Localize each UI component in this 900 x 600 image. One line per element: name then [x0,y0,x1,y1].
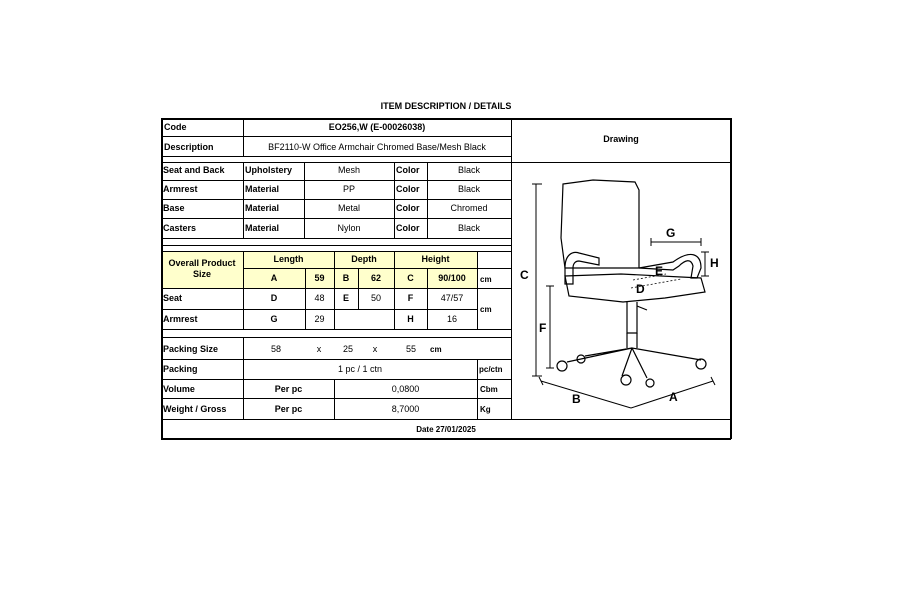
dim-value-d: 48 [314,293,325,303]
drawing-letter-e: E [655,264,664,278]
material-type-label: Material [245,184,280,194]
dim-letter-a: A [270,273,278,283]
depth-header: Depth [351,254,377,264]
caster [557,361,567,371]
height-header: Height [421,254,450,264]
chair-drawing [161,118,731,439]
drawing-letter-d: D [636,282,645,296]
armrest-label: Armrest [163,314,198,324]
dimension-line-g [651,238,701,246]
drawing-letter-c: C [520,268,529,282]
packing-x1: x [316,344,322,354]
weight-per: Per pc [274,404,303,414]
material-color-label: Color [396,223,420,233]
chair-base [567,348,701,378]
dim-letter-d: D [270,293,278,303]
volume-per: Per pc [274,384,303,394]
packing-width: 25 [342,344,353,354]
material-value: Mesh [337,165,360,175]
caster [646,379,654,387]
dimension-line-c [532,184,542,376]
weight-unit: Kg [480,405,491,414]
packing-size-unit: cm [430,345,442,354]
chair-seat [565,274,705,302]
material-color-label: Color [396,203,420,213]
drawing-letter-a: A [669,390,678,404]
dimension-line-f [546,286,554,368]
volume-label: Volume [163,384,195,394]
dim-letter-f: F [407,293,414,303]
packing-unit: pc/ctn [479,365,503,374]
dim-letter-b: B [342,273,350,283]
chair-lever [637,306,647,310]
date-footer: Date 27/01/2025 [416,425,476,434]
chair-stem [627,302,637,333]
material-color: Black [457,184,480,194]
material-type-label: Material [245,203,280,213]
material-type-label: Material [245,223,280,233]
packing-height: 55 [405,344,416,354]
material-color: Black [457,223,480,233]
description-label: Description [164,142,214,152]
dim-letter-c: C [407,273,414,283]
packing-size-label: Packing Size [163,344,219,354]
material-type-label: Upholstery [245,165,293,175]
packing-label: Packing [163,364,198,374]
seat-armrest-unit: cm [480,305,492,314]
dim-letter-g: G [270,314,278,324]
description-value: BF2110-W Office Armchair Chromed Base/Mesh Black [268,142,486,152]
dim-letter-e: E [342,293,349,303]
drawing-letter-g: G [666,226,676,240]
material-color: Black [457,165,480,175]
weight-value: 8,7000 [391,404,420,414]
material-value: Metal [337,203,360,213]
volume-value: 0,0800 [391,384,420,394]
chair-cylinder [627,333,637,348]
material-value: Nylon [337,223,361,233]
packing-value: 1 pc / 1 ctn [337,364,383,374]
volume-unit: Cbm [480,385,498,394]
dim-letter-h: H [407,314,414,324]
dimension-line-b [539,377,631,408]
code-label: Code [164,122,187,132]
drawing-label: Drawing [603,134,639,144]
material-part: Armrest [163,184,198,194]
material-color-label: Color [396,165,420,175]
overall-unit: cm [480,275,492,284]
packing-length: 58 [270,344,281,354]
material-part: Seat and Back [163,165,225,175]
material-value: PP [342,184,355,194]
seat-label: Seat [163,293,183,303]
dim-value-b: 62 [370,273,381,283]
dim-value-g: 29 [314,314,325,324]
drawing-letter-h: H [710,256,719,270]
dim-value-a: 59 [314,273,325,283]
chair-armrest-right [639,254,701,278]
material-color-label: Color [396,184,420,194]
item-details-sheet [161,118,731,439]
material-color: Chromed [450,203,488,213]
weight-label: Weight / Gross [163,404,227,414]
length-header: Length [273,254,304,264]
drawing-letter-b: B [572,392,581,406]
dim-value-c: 90/100 [438,273,466,283]
material-part: Casters [163,223,197,233]
caster [696,359,706,369]
dim-value-e: 50 [370,293,381,303]
packing-x2: x [372,344,378,354]
dimension-line-h [701,252,709,276]
document-title: ITEM DESCRIPTION / DETAILS [380,101,512,111]
code-value: EO256,W (E-00026038) [328,122,426,132]
caster [621,375,631,385]
dim-value-f: 47/57 [440,293,464,303]
material-part: Base [163,203,185,213]
dim-value-h: 16 [446,314,457,324]
chair-backrest [561,180,639,268]
size-label: Overall Product Size [168,258,236,279]
drawing-letter-f: F [539,321,547,335]
